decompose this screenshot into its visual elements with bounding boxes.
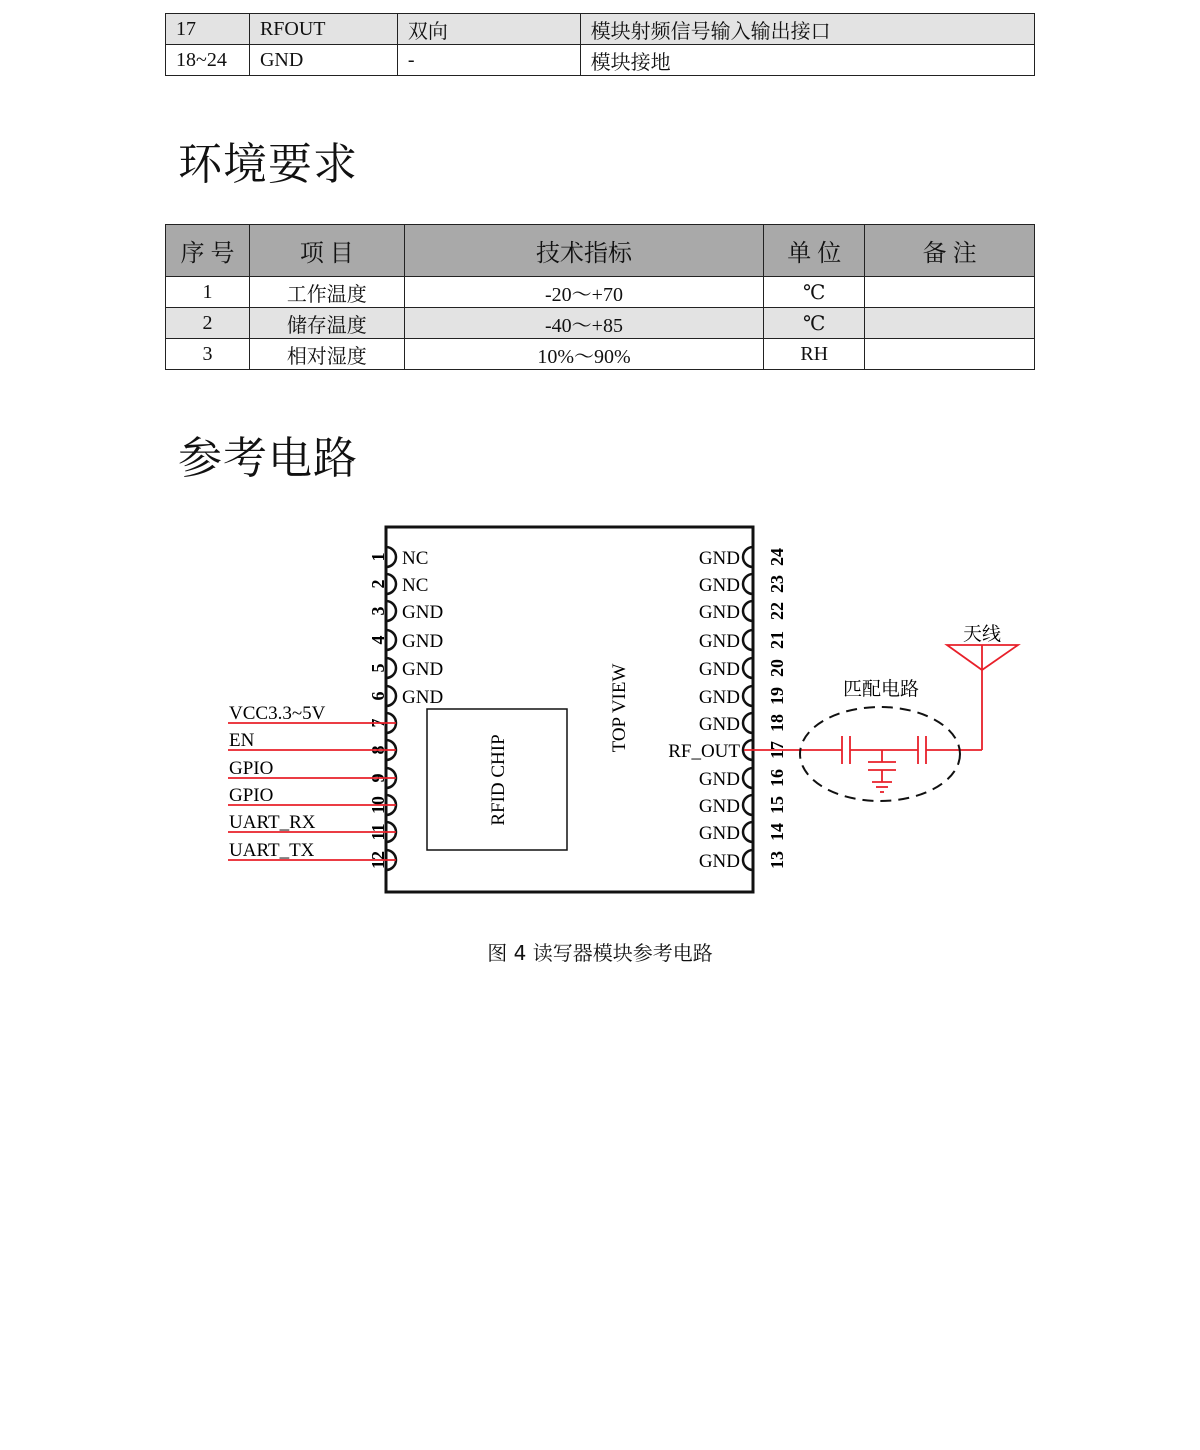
right-pin-name: GND <box>698 548 740 569</box>
header-item: 项 目 <box>249 225 404 277</box>
antenna-label: 天线 <box>962 623 1002 645</box>
right-pin-number: 20 <box>767 659 787 677</box>
right-pin-name: GND <box>698 823 740 844</box>
header-spec: 技术指标 <box>404 225 764 277</box>
ref-section-title: 参考电路 <box>178 433 358 484</box>
row-no: 2 <box>166 308 250 339</box>
row-spec: -40～+85 <box>404 308 764 339</box>
left-pin-number: 1 <box>368 552 388 562</box>
row-no: 1 <box>166 277 250 308</box>
signal-label: VCC3.3~5V <box>229 703 326 724</box>
right-pin-name: GND <box>698 575 740 596</box>
row-unit: ℃ <box>764 308 865 339</box>
left-pin-name: GND <box>402 687 444 708</box>
right-pin-number: 17 <box>767 741 787 759</box>
right-pin-number: 23 <box>767 575 787 593</box>
left-pin-name: GND <box>402 602 444 623</box>
rfid-chip-label: RFID CHIP <box>488 734 509 826</box>
row-spec: -20～+70 <box>404 277 764 308</box>
right-pin-name: GND <box>698 687 740 708</box>
signal-label: UART_RX <box>229 812 316 833</box>
table-row <box>166 339 1035 370</box>
row-unit: ℃ <box>764 277 865 308</box>
left-pin-number: 6 <box>368 691 388 701</box>
pin-direction: - <box>397 45 580 76</box>
left-pin-number: 3 <box>368 606 388 616</box>
left-pin-number: 7 <box>368 718 388 728</box>
left-pin-number: 8 <box>368 745 388 755</box>
env-table <box>165 224 1035 370</box>
right-pin-name: GND <box>698 796 740 817</box>
left-pin-number: 12 <box>368 851 388 869</box>
row-no: 3 <box>166 339 250 370</box>
pin-description: 模块射频信号输入输出接口 <box>580 14 1034 45</box>
row-item: 相对湿度 <box>249 339 404 370</box>
left-pin-number: 2 <box>368 579 388 589</box>
left-pin-name: NC <box>402 575 429 596</box>
pin-number: 17 <box>166 14 250 45</box>
right-pin-number: 22 <box>767 602 787 620</box>
right-pin-name: GND <box>698 631 740 652</box>
header-no: 序 号 <box>166 225 250 277</box>
figure-caption: 图 4 读写器模块参考电路 <box>487 941 713 965</box>
pin-name: RFOUT <box>249 14 397 45</box>
table-row <box>166 308 1035 339</box>
matching-circuit-label: 匹配电路 <box>842 678 920 700</box>
right-pin-number: 15 <box>767 796 787 814</box>
table-row <box>166 45 1035 76</box>
row-item: 工作温度 <box>249 277 404 308</box>
right-pin-name: GND <box>698 851 740 872</box>
table-row <box>166 277 1035 308</box>
left-pin-name: NC <box>402 548 429 569</box>
right-pin-name: GND <box>698 602 740 623</box>
right-pin-name: RF_OUT <box>668 741 740 762</box>
left-pin-name: GND <box>402 631 444 652</box>
pin-number: 18~24 <box>166 45 250 76</box>
row-note <box>865 308 1035 339</box>
left-pin-number: 9 <box>368 773 388 783</box>
row-note <box>865 339 1035 370</box>
right-pin-number: 16 <box>767 769 787 787</box>
top-view-label: TOP VIEW <box>609 663 630 753</box>
right-pin-number: 21 <box>767 631 787 649</box>
pin-direction: 双向 <box>397 14 580 45</box>
header-note: 备 注 <box>865 225 1035 277</box>
table-row <box>166 14 1035 45</box>
pin-description: 模块接地 <box>580 45 1034 76</box>
right-pin-number: 14 <box>767 823 787 841</box>
right-pin-number: 13 <box>767 851 787 869</box>
signal-label: GPIO <box>229 758 274 779</box>
right-pin-number: 18 <box>767 714 787 732</box>
signal-label: GPIO <box>229 785 274 806</box>
left-pin-number: 4 <box>368 635 388 645</box>
row-note <box>865 277 1035 308</box>
right-pins <box>668 547 787 872</box>
signal-label: UART_TX <box>229 840 315 861</box>
env-section-title: 环境要求 <box>178 139 358 190</box>
right-pin-number: 24 <box>767 548 787 566</box>
pin-name: GND <box>249 45 397 76</box>
right-pin-number: 19 <box>767 687 787 705</box>
header-unit: 单 位 <box>764 225 865 277</box>
left-pin-number: 10 <box>368 796 388 814</box>
row-item: 储存温度 <box>249 308 404 339</box>
row-unit: RH <box>764 339 865 370</box>
left-pin-name: GND <box>402 659 444 680</box>
right-pin-name: GND <box>698 659 740 680</box>
signal-label: EN <box>229 730 255 751</box>
left-pin-number: 11 <box>368 823 388 841</box>
table-header-row <box>166 225 1035 277</box>
pin-table <box>165 13 1035 76</box>
right-pin-name: GND <box>698 714 740 735</box>
right-pin-name: GND <box>698 769 740 790</box>
left-pin-number: 5 <box>368 663 388 673</box>
reference-circuit-diagram <box>0 500 1200 920</box>
row-spec: 10%～90% <box>404 339 764 370</box>
